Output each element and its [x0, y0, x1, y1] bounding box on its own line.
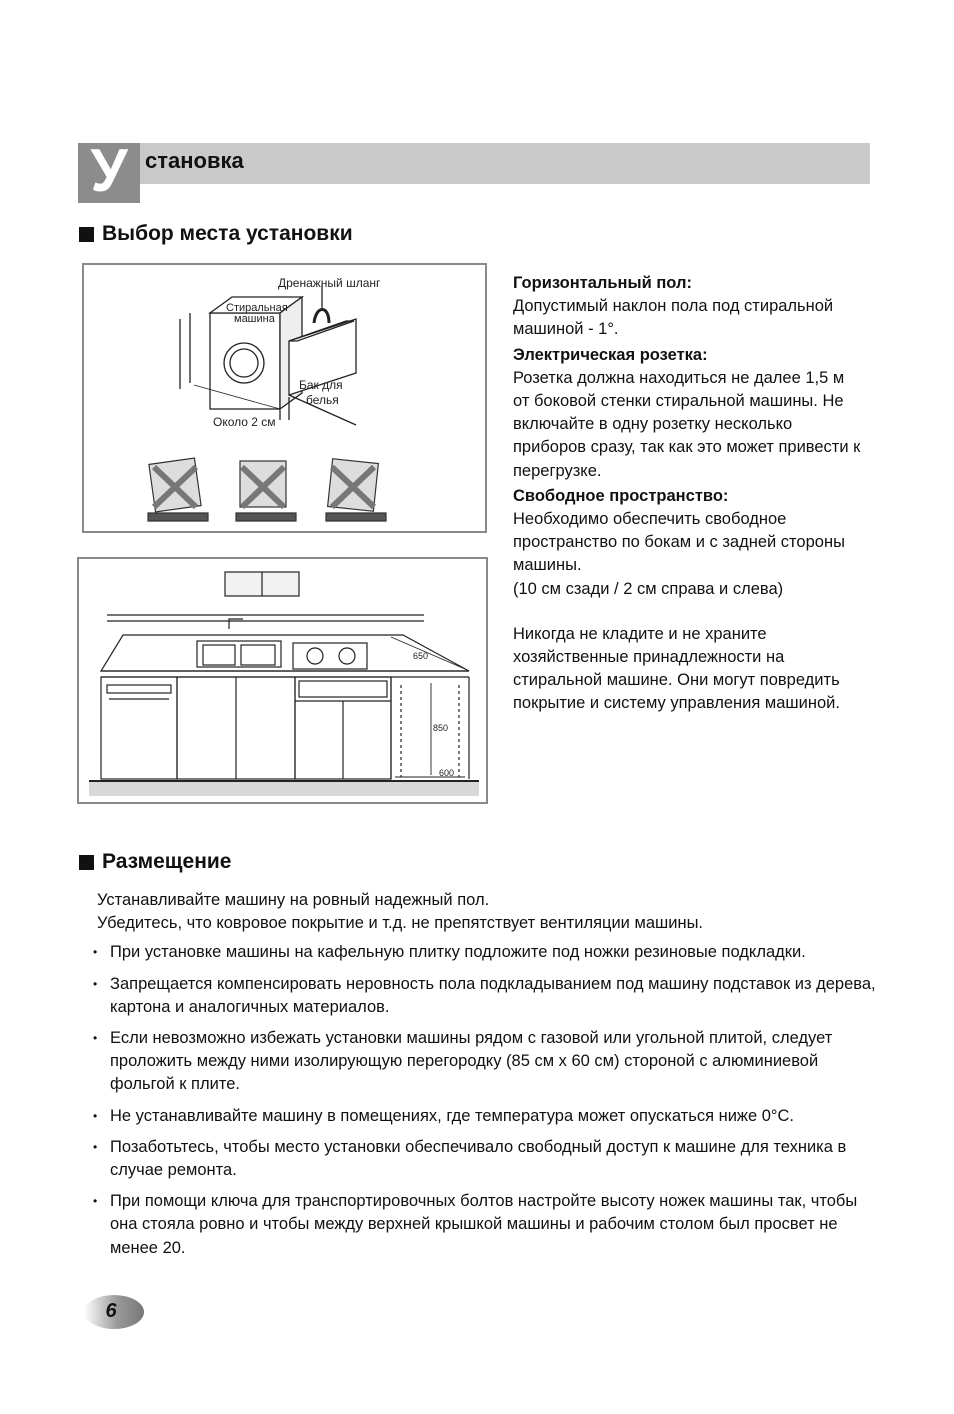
header-initial-letter: У — [78, 143, 140, 203]
square-bullet-icon — [79, 227, 94, 242]
square-bullet-icon — [79, 855, 94, 870]
section-title-location — [79, 222, 353, 246]
placement-body — [97, 889, 887, 1268]
list-item: • Позаботьтесь, чтобы место установки обеспечивало свободный доступ к машине для техника в случае ремонта. — [84, 1136, 887, 1182]
section-title-placement — [79, 850, 231, 874]
floor-heading: Горизонтальный пол: — [513, 274, 692, 292]
space-heading: Свободное пространство: — [513, 486, 729, 505]
label-machine-2: машина — [234, 313, 275, 325]
label-tub-1: Бак для — [299, 378, 343, 392]
kitchen-niche-illustration — [79, 559, 486, 802]
figure-kitchen-niche — [77, 557, 488, 804]
socket-heading: Электрическая розетка: — [513, 345, 708, 364]
placement-intro-2: Убедитесь, что ковровое покрытие и т.д. не препятствует вентиляции машины. — [97, 914, 704, 933]
placement-intro-1: Устанавливайте машину на ровный надежный пол. — [97, 891, 490, 909]
page-title: становка — [145, 148, 244, 173]
label-width: 600 — [439, 768, 455, 778]
crossed-machine-icons — [148, 458, 386, 521]
warning-text: Никогда не кладите и не храните хозяйственные принадлежности на стиральной машине. Они могут повредить покрытие и систему управления машиной. — [513, 624, 840, 713]
label-gap: Около 2 см — [213, 415, 276, 429]
list-item: • Если невозможно избежать установки машины рядом с газовой или угольной плитой, следует проложить между ними изолирующую перегородку (85 см x 60 см) стороной с алюминиевой фольгой к плите. — [84, 1027, 887, 1097]
right-column-text — [513, 272, 863, 716]
label-depth: 650 — [413, 651, 429, 661]
list-item: • При установке машины на кафельную плитку подложите под ножки резиновые подкладки. — [84, 941, 887, 964]
list-item: • Не устанавливайте машину в помещениях, где температура может опускаться ниже 0°С. — [84, 1105, 887, 1128]
label-tub-2: белья — [306, 393, 339, 407]
label-drain-hose: Дренажный шланг — [278, 276, 381, 290]
placement-bullet-list — [84, 941, 887, 1259]
washer-placement-illustration — [84, 265, 485, 531]
header-band — [140, 143, 870, 184]
list-item: • При помощи ключа для транспортировочных болтов настройте высоту ножек машины так, чтобы она стояла ровно и чтобы между верхней крышкой машины и рабочим столом был просвет не менее 20. — [84, 1190, 887, 1260]
space-dims: (10 см сзади / 2 см справа и слева) — [513, 579, 784, 598]
floor-text: Допустимый наклон пола под стиральной машиной - 1°. — [513, 297, 834, 339]
list-item: • Запрещается компенсировать неровность пола подкладыванием под машину подставок из дерева, картона и аналогичных материалов. — [84, 973, 887, 1019]
page-number: 6 — [105, 1300, 117, 1322]
label-machine-1: Стиральная — [226, 302, 288, 314]
space-text: Необходимо обеспечить свободное пространство по бокам и с задней стороны машины. — [513, 510, 845, 575]
label-height: 850 — [433, 723, 449, 733]
socket-text: Розетка должна находиться не далее 1,5 м от боковой стенки стиральной машины. Не включайте в одну розетку несколько приборов сразу, так как это может привести к перегрузке. — [513, 368, 861, 480]
figure-placement-diagram — [82, 263, 487, 533]
section-title-placement-text: Размещение — [102, 850, 232, 873]
section-title-location-text: Выбор места установки — [102, 222, 353, 245]
